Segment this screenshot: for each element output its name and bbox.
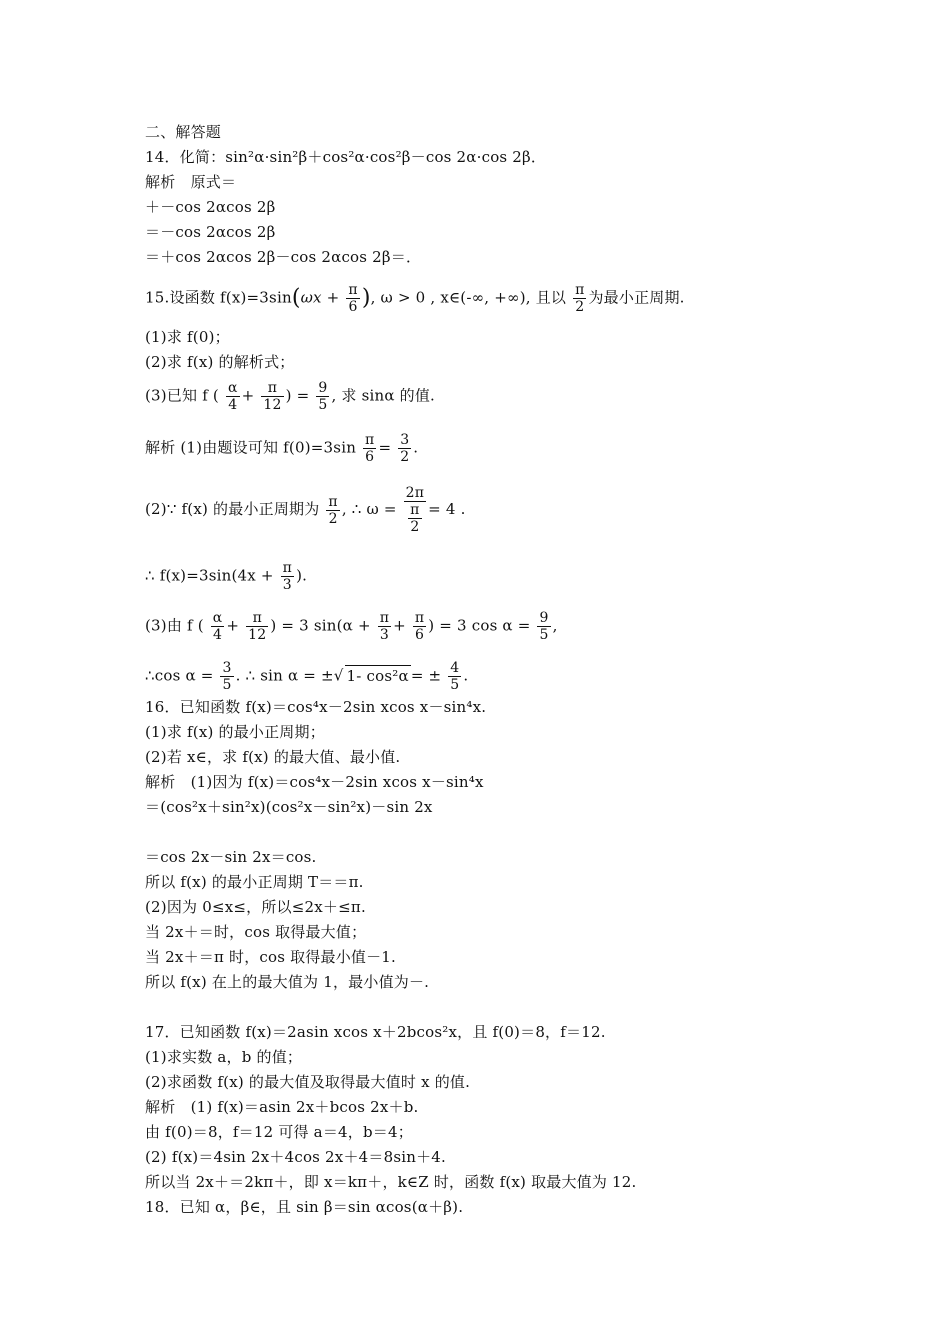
- q17-line-2: (1)求实数 a，b 的值；: [145, 1048, 303, 1066]
- fraction: $\frac{\pi}{3}$: [282, 560, 293, 593]
- q17-line-1: 17．已知函数 f(x)＝2asin xcos x＋2bcos²x，且 f(0)＝8，f＝12.: [145, 1023, 606, 1041]
- q17-line-6: (2) f(x)＝4sin 2x＋4cos 2x＋4＝8sin＋4.: [145, 1148, 446, 1166]
- q17-line-5: 由 f(0)＝8，f＝12 可得 a＝4，b＝4；: [145, 1123, 413, 1141]
- q15-part3: (3)已知 f ( $\frac{\alpha}{4}$ + $\frac{\pi}{12}$ ) = $\frac{9}{5}$ , 求 sinα 的值.: [145, 380, 435, 413]
- q16-line-9: 当 2x＋＝时，cos 取得最大值；: [145, 923, 367, 941]
- q16-line-6: ＝cos 2x－sin 2x＝cos.: [145, 848, 317, 866]
- q14-line-2: ＋－cos 2αcos 2β: [145, 198, 276, 216]
- q17-line-3: (2)求函数 f(x) 的最大值及取得最大值时 x 的值.: [145, 1073, 471, 1091]
- fraction: $\frac{4}{5}$: [450, 660, 460, 693]
- q15-solution-1: 解析 (1)由题设可知 f(0)=3sin $\frac{\pi}{6}$ = $\frac{3}{2}$ .: [145, 432, 419, 465]
- fraction: $\frac{\pi}{6}$: [348, 282, 358, 315]
- section-title: 二、解答题: [145, 123, 222, 141]
- q16-line-10: 当 2x＋＝π 时，cos 取得最小值－1.: [145, 948, 397, 966]
- q18-line-1: 18．已知 α，β∈，且 sin β＝sin αcos(α＋β).: [145, 1198, 464, 1216]
- q16-line-8: (2)因为 0≤x≤，所以≤2x＋≤π.: [145, 898, 366, 916]
- q14-line-3: ＝－cos 2αcos 2β: [145, 223, 276, 241]
- q17-line-7: 所以当 2x＋＝2kπ＋，即 x＝kπ＋，k∈Z 时，函数 f(x) 取最大值为 12.: [145, 1173, 637, 1191]
- fraction: $\frac{\pi}{2}$: [328, 493, 338, 527]
- q15-problem: 15.设函数 f(x)=3sin(ωx + $\frac{\pi}{6}$ ), ω > 0 , x∈(-∞, +∞), 且以 $\frac{\pi}{2}$ 为最小正周期.: [145, 282, 685, 315]
- q15-part1: (1)求 f(0)；: [145, 328, 230, 346]
- fraction: $\frac{\alpha}{4}$: [227, 380, 238, 413]
- fraction: $\frac{9}{5}$: [318, 380, 328, 413]
- q17-line-4: 解析 (1) f(x)＝asin 2x＋bcos 2x＋b.: [145, 1098, 419, 1116]
- fraction: $\frac{\pi}{6}$: [414, 610, 425, 643]
- q15-solution-2: (2)∵ f(x) 的最小正周期为 $\frac{\pi}{2}$ , ∴ ω = $\frac{2\pi}{\frac{\pi}{2}}$ = 4 .: [145, 485, 466, 535]
- q14-line-1: 解析 原式＝: [145, 173, 237, 191]
- q15-part2: (2)求 f(x) 的解析式；: [145, 353, 295, 371]
- fraction: $\frac{3}{5}$: [222, 660, 232, 693]
- q16-line-4: 解析 (1)因为 f(x)＝cos⁴x－2sin xcos x－sin⁴x: [145, 773, 484, 791]
- q16-line-11: 所以 f(x) 在上的最大值为 1，最小值为－.: [145, 973, 430, 991]
- q16-line-1: 16．已知函数 f(x)＝cos⁴x－2sin xcos x－sin⁴x.: [145, 698, 487, 716]
- q15-solution-3: ∴ f(x)=3sin(4x + $\frac{\pi}{3}$ ).: [145, 560, 308, 593]
- fraction: $\frac{\pi}{12}$: [263, 380, 282, 413]
- fraction: $\frac{9}{5}$: [539, 610, 549, 643]
- q16-line-5: ＝(cos²x＋sin²x)(cos²x－sin²x)－sin 2x: [145, 798, 433, 816]
- q16-line-2: (1)求 f(x) 的最小正周期；: [145, 723, 325, 741]
- fraction: $\frac{\pi}{2}$: [575, 282, 585, 315]
- q16-line-7: 所以 f(x) 的最小正周期 T＝＝π.: [145, 873, 364, 891]
- fraction: $\frac{3}{2}$: [400, 432, 410, 465]
- fraction: $\frac{\alpha}{4}$: [212, 610, 223, 643]
- q15-solution-5: ∴cos α = $\frac{3}{5}$ . ∴ sin α = ±√ 1- cos²α = ± $\frac{4}{5}$ .: [145, 660, 469, 693]
- fraction: $\frac{\pi}{12}$: [248, 610, 267, 643]
- q16-line-3: (2)若 x∈，求 f(x) 的最大值、最小值.: [145, 748, 401, 766]
- q14-problem: 14．化简：sin²α·sin²β＋cos²α·cos²β－cos 2α·cos 2β．: [145, 148, 547, 166]
- fraction: $\frac{\pi}{3}$: [379, 610, 390, 643]
- q14-line-4: ＝＋cos 2αcos 2β－cos 2αcos 2β＝．: [145, 248, 422, 266]
- q15-solution-4: (3)由 f ( $\frac{\alpha}{4}$ + $\frac{\pi}{12}$ ) = 3 sin(α + $\frac{\pi}{3}$ + $\frac{\pi}{6}$ ) = 3 cos α = $\frac{9}{5}$ ,: [145, 610, 558, 643]
- compound-fraction: $\frac{2\pi}{\frac{\pi}{2}}$: [405, 485, 425, 535]
- fraction: $\frac{\pi}{6}$: [365, 432, 375, 465]
- sqrt-sign: √: [333, 666, 344, 685]
